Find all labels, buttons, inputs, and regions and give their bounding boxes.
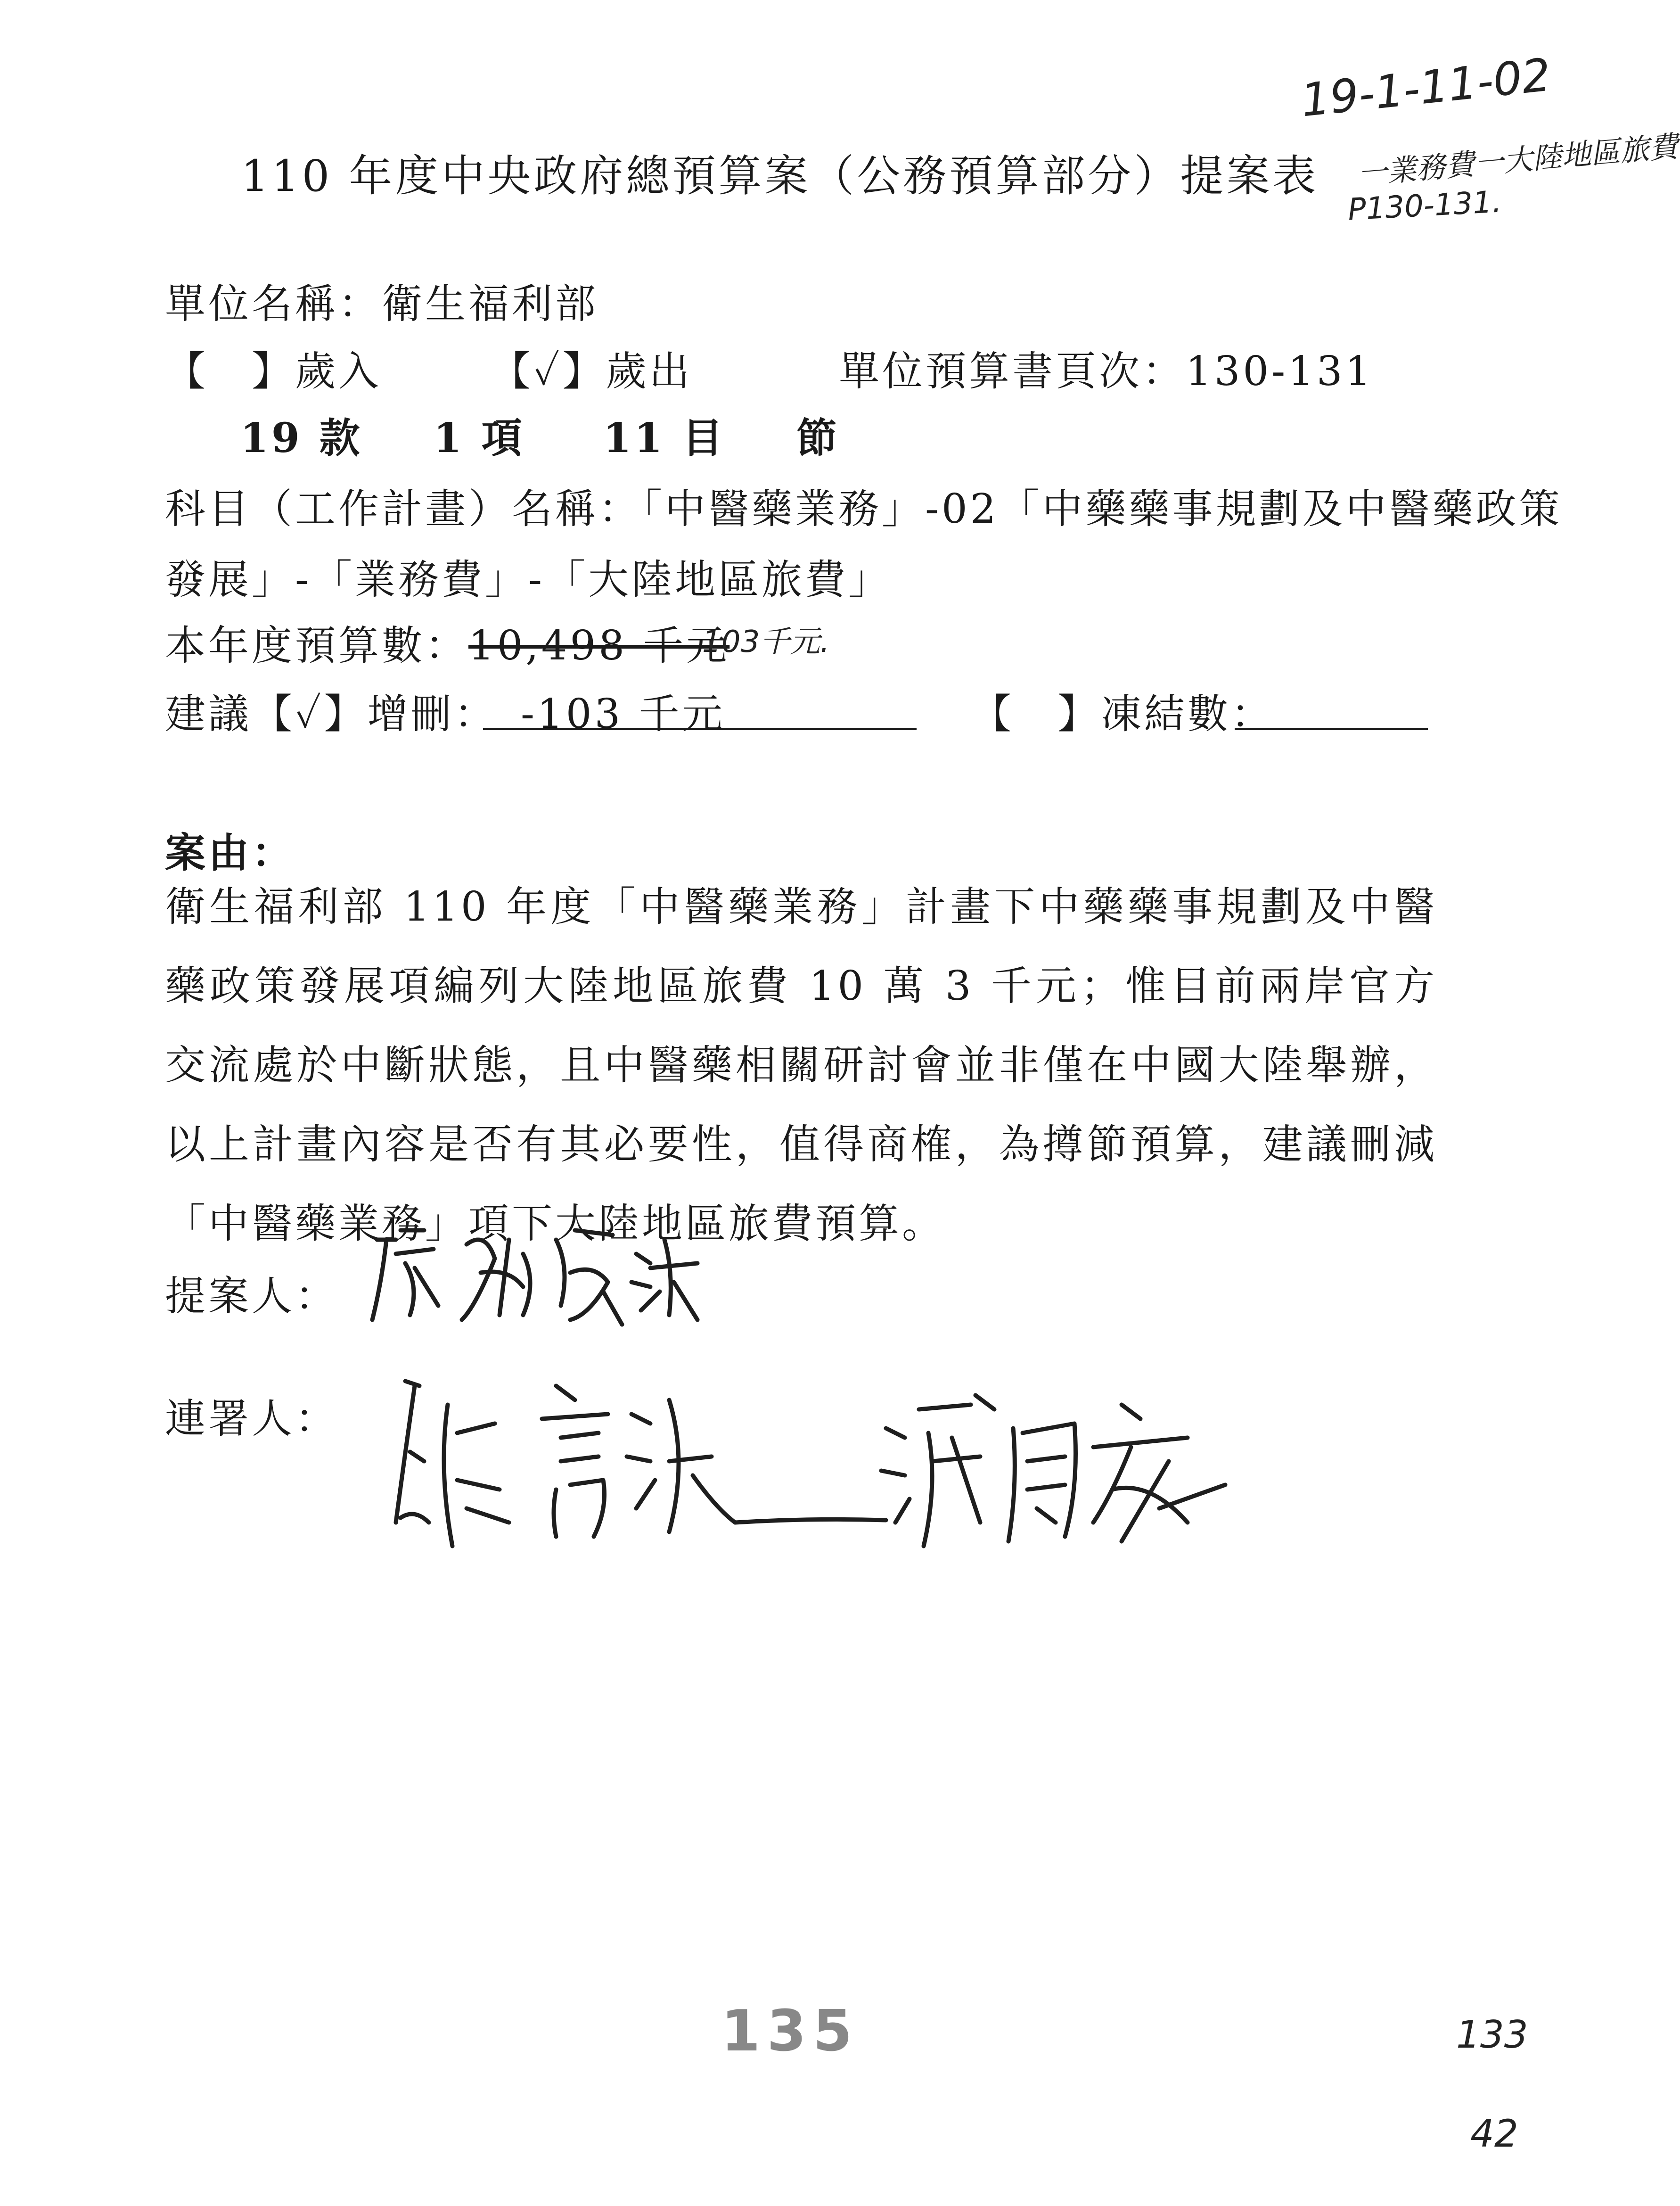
budget-handwritten-correction: 103千元.	[702, 625, 830, 659]
kuan-label: 19 款	[240, 414, 363, 462]
reason-heading: 案由：	[165, 829, 295, 877]
subject-line-1: 科目（工作計畫）名稱：「中醫藥業務」-02「中藥藥事規劃及中醫藥政策	[165, 486, 1563, 533]
document-title: 110 年度中央政府總預算案（公務預算部分）提案表	[241, 151, 1319, 201]
freeze-amount-blank	[1235, 681, 1428, 730]
cosigner-signatures-scribble	[386, 1367, 1282, 1565]
proposer-label: 提案人：	[165, 1273, 338, 1320]
page-number: 135	[721, 1999, 859, 2064]
annotation-code: 19-1-11-02	[1298, 48, 1553, 127]
margin-note-1: 133	[1456, 2013, 1528, 2057]
freeze-label: 【 】凍結數：	[971, 691, 1274, 738]
expenditure-option: 【✓】歲出	[490, 348, 693, 395]
budget-original-amount: 10,498 千元	[468, 622, 730, 669]
proposal-amount: -103 千元	[483, 681, 917, 730]
cosigner-label: 連署人：	[165, 1395, 338, 1442]
budget-label: 本年度預算數：	[165, 622, 468, 669]
proposer-signature-scribble	[368, 1211, 707, 1334]
revenue-option: 【 】歲入	[165, 348, 382, 395]
annotation-item: 一業務費一大陸地區旅費	[1356, 129, 1680, 191]
margin-note-2: 42	[1470, 2112, 1518, 2156]
xiang-label: 1 項	[434, 414, 525, 462]
reason-text: 衛生福利部 110 年度「中醫藥業務」計畫下中藥藥事規劃及中醫藥政策發展項編列大陸地區旅費 10 萬 3 千元；惟目前兩岸官方交流處於中斷狀態，且中醫藥相關研討會並非僅在中國大陸舉辦，以上計畫內容是否有其必要性，值得商榷，為撙節預算，建議刪減「中醫藥業務」項下大陸地區旅費預算。	[165, 883, 1437, 1247]
proposal-label: 建議【✓】增刪：	[165, 691, 498, 738]
annotation-pages: P130-131.	[1347, 184, 1503, 228]
mu-label: 11 目	[603, 414, 726, 462]
subject-line-2: 發展」-「業務費」-「大陸地區旅費」	[165, 556, 892, 603]
jie-label: 節	[796, 414, 840, 462]
unit-name: 單位名稱：衛生福利部	[165, 280, 598, 328]
budget-book-pages: 單位預算書頁次：130-131	[839, 348, 1374, 395]
budget-amount-line	[165, 613, 729, 671]
